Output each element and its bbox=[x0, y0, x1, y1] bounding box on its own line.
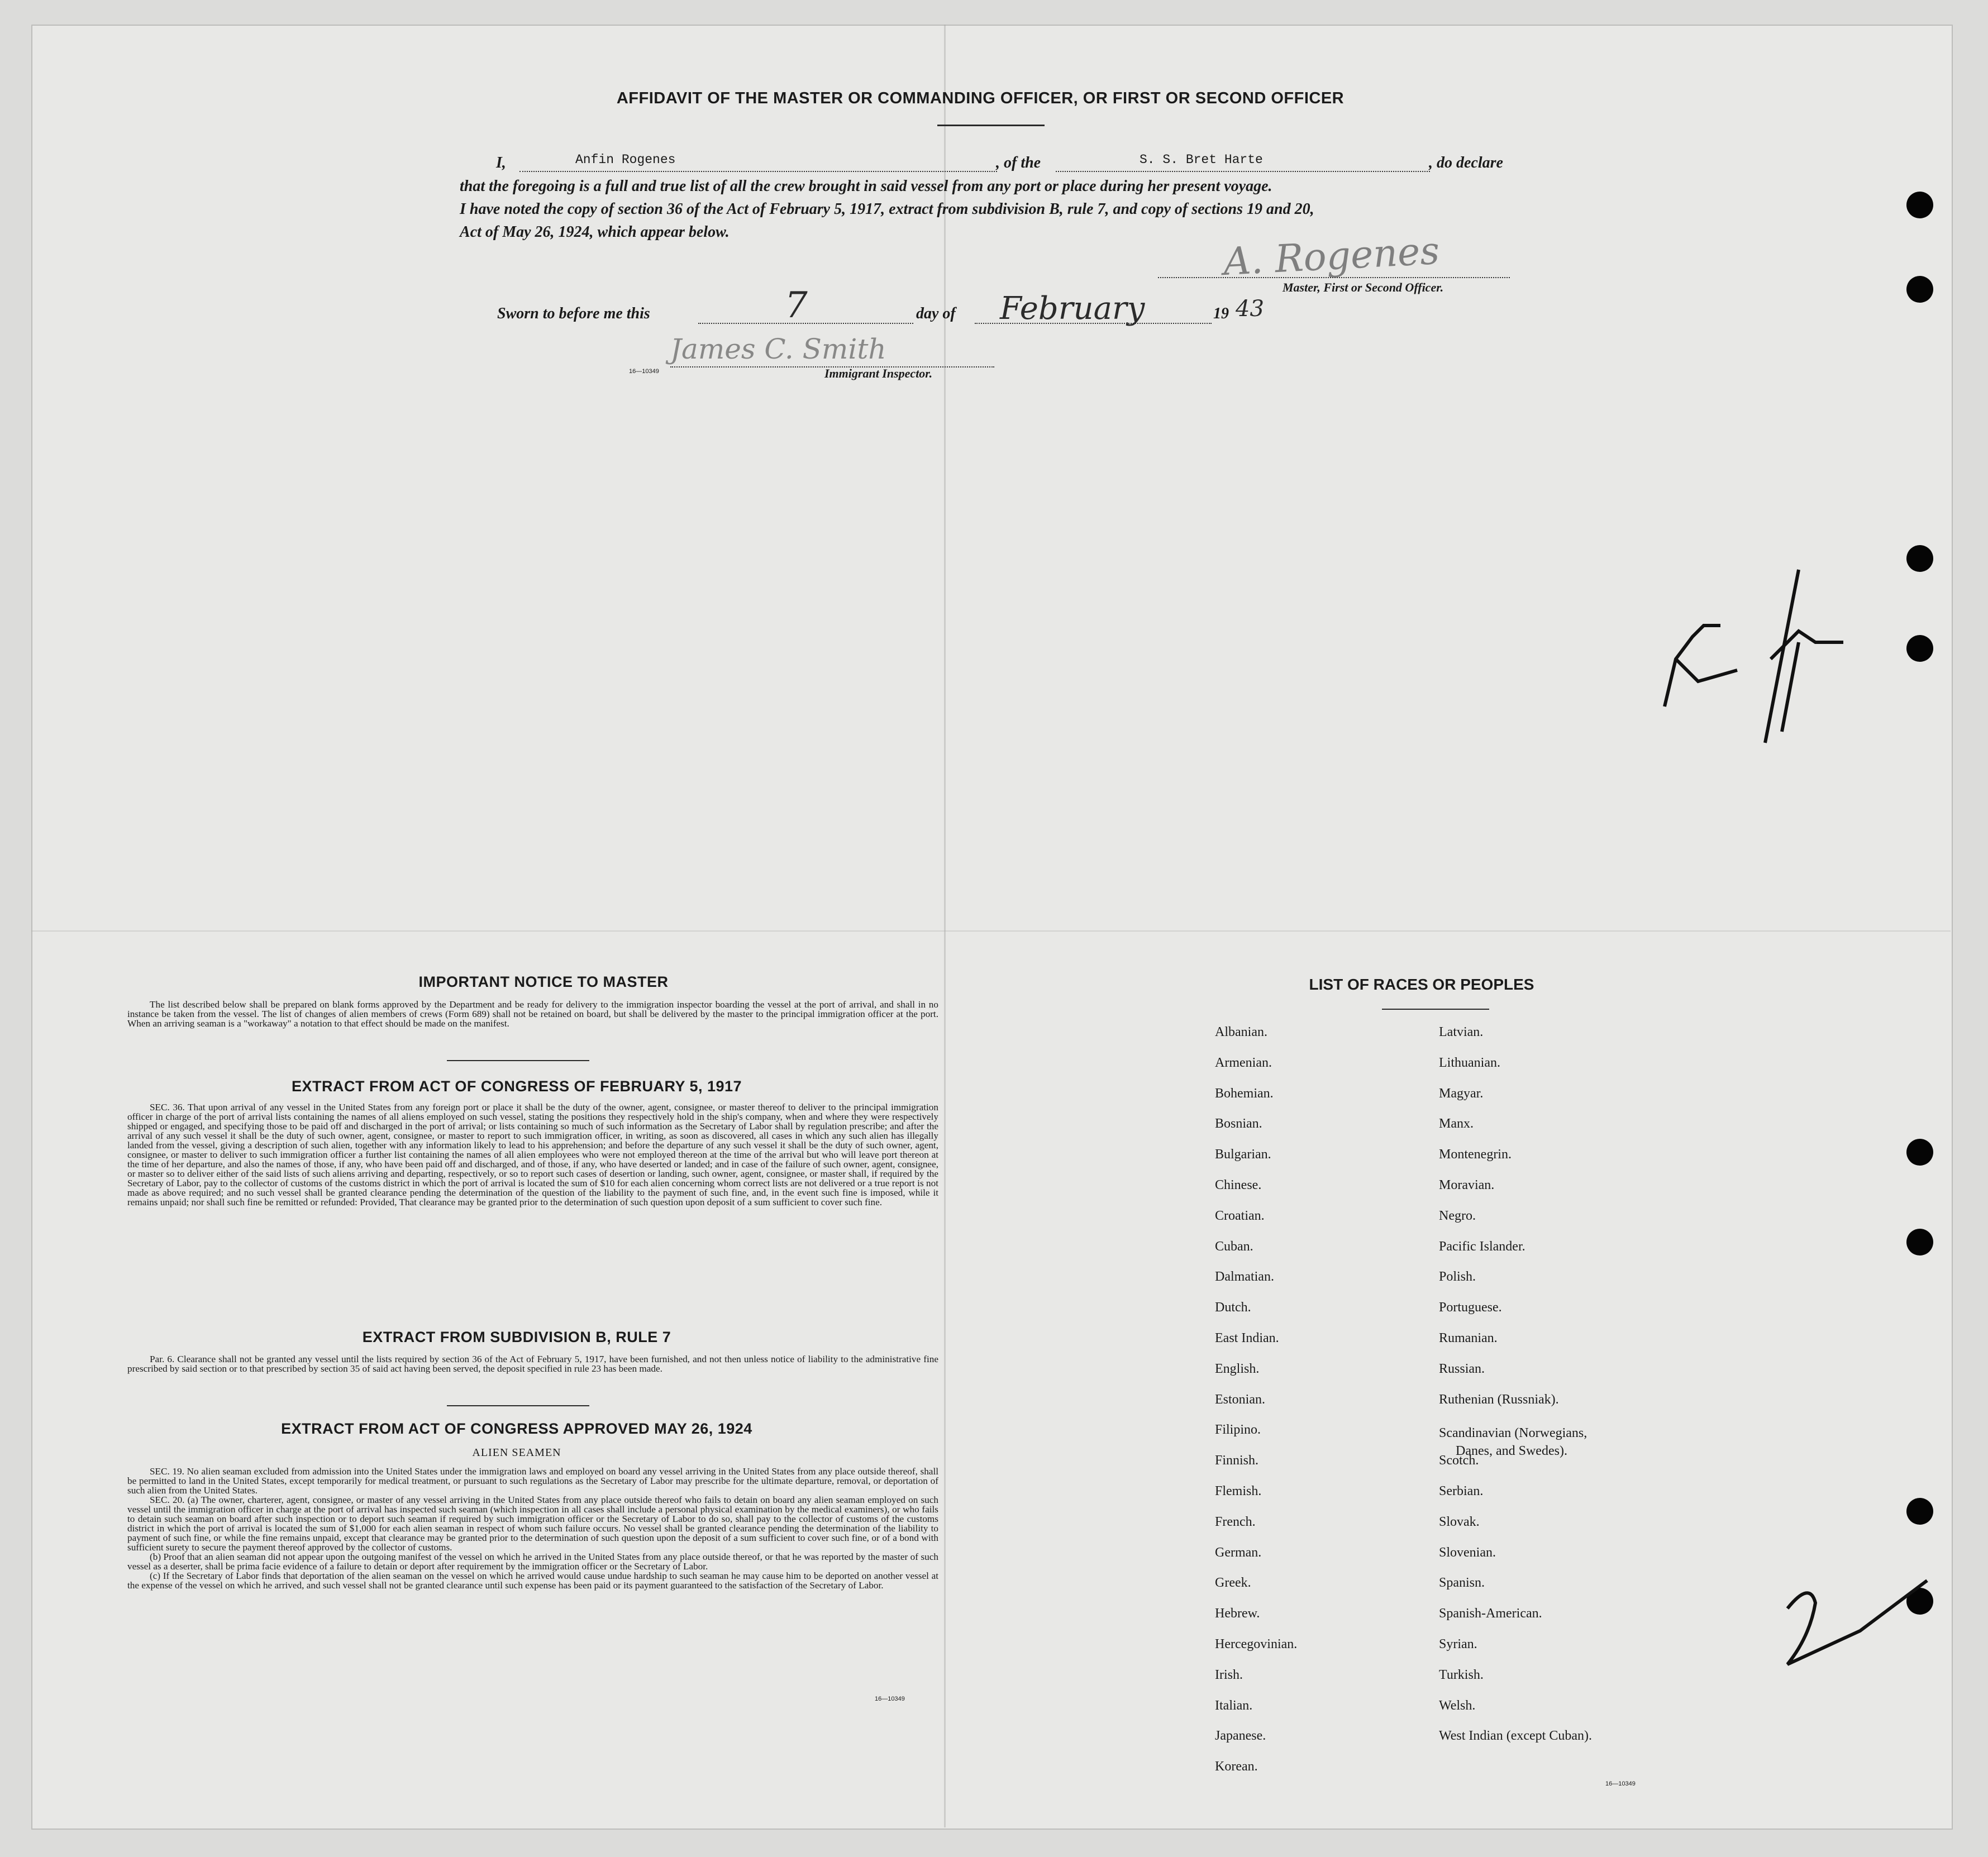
handwritten-mark-bottom bbox=[1776, 1569, 1933, 1670]
notice-body: The list described below shall be prepared on blank forms approved by the Department and be ready for delivery to the immigration inspector boarding the vessel at the port of arrival, and shall in no instance be taken from the vessel. The list of changes of alien members of crews (Form 689) shall not be retained on board, but shall be delivered by the master to the principal immigration officer at the port. When an arriving seaman is a "workaway" a notation to that effect should be made on the manifest. bbox=[127, 999, 938, 1029]
race-item: Croatian. bbox=[1215, 1208, 1265, 1223]
extract-rule7-body: Par. 6. Clearance shall not be granted any vessel until the lists required by section 36 of the Act of February 5, 1917, have been furnished, and not then unless notice of liability to the administrative fine prescribed by said section or to that prescribed by section 35 of said act having been served, the deposit specified in rule 23 has been made. bbox=[127, 1354, 938, 1374]
race-item: Bulgarian. bbox=[1215, 1147, 1271, 1162]
extract-1924-title: EXTRACT FROM ACT OF CONGRESS APPROVED MAY 26, 1924 bbox=[281, 1420, 752, 1437]
form-number-affidavit: 16—10349 bbox=[629, 368, 659, 375]
affidavit-body-line-1: that the foregoing is a full and true list of all the crew brought in said vessel from any port or place during her present voyage. bbox=[460, 178, 1272, 195]
race-item: Hebrew. bbox=[1215, 1606, 1260, 1621]
form-number-races: 16—10349 bbox=[1605, 1780, 1636, 1787]
race-item: Montenegrin. bbox=[1439, 1147, 1512, 1162]
race-item: Dalmatian. bbox=[1215, 1269, 1274, 1285]
race-item: Cuban. bbox=[1215, 1239, 1253, 1254]
race-item: Ruthenian (Russniak). bbox=[1439, 1392, 1559, 1407]
extract-1924-sec19: SEC. 19. No alien seaman excluded from admission into the United States under the immigration laws and employed on board any vessel arriving in the United States from any place outside thereof, shall be permitted to land in the United States, except temporarily for medical treatment, or pursuant to such regulations as the Secretary of Labor may prescribe for the ultimate departure, removal, or deportation of such alien from the United States. bbox=[127, 1466, 938, 1496]
race-item: Polish. bbox=[1439, 1269, 1476, 1285]
extract-1924-sec20a: SEC. 20. (a) The owner, charterer, agent, consignee, or master of any vessel arriving in the United States from any place outside thereof who fails to detain on board any alien seaman employed on such vessel until the immigration officer in charge at the port of arrival has inspected such seaman (which inspection in all cases shall include a personal physical examination by the medical examiners), or who fails to detain such seaman on board after such inspection or to deport such seaman if required by such immigration officer or the Secretary of Labor to do so, shall pay to the collector of customs of the customs district in which the port of arrival is located the sum of $1,000 for each alien seaman in respect of whom such failure occurs. No vessel shall be granted clearance pending the determination of the liability to payment of such fine, or while the fine remains unpaid, except that clearance may be granted prior to the determination of such question upon the deposit of a sum sufficient to cover such fine, or of a bond with sufficient surety to secure the payment thereof approved by the collector of customs. bbox=[127, 1495, 938, 1553]
notice-title: IMPORTANT NOTICE TO MASTER bbox=[418, 973, 669, 990]
declarant-name-line bbox=[519, 171, 997, 172]
form-number-extract: 16—10349 bbox=[875, 1696, 905, 1702]
extract-1924-sec20b: (b) Proof that an alien seaman did not appear upon the outgoing manifest of the vessel on which he arrived in the United States from any place outside thereof, or that he was reported by the master of such vessel as a deserter, shall be prima facie evidence of a failure to detain or deport after requirement by the immigration officer or the Secretary of Labor. bbox=[127, 1552, 938, 1572]
race-item: Russian. bbox=[1439, 1361, 1485, 1376]
affidavit-body-line-3: Act of May 26, 1924, which appear below. bbox=[460, 223, 730, 241]
race-item: Syrian. bbox=[1439, 1637, 1477, 1651]
title-rule bbox=[937, 125, 1045, 126]
race-item: Slovak. bbox=[1439, 1514, 1480, 1529]
race-item: Irish. bbox=[1215, 1667, 1243, 1682]
race-item: Bosnian. bbox=[1215, 1116, 1262, 1132]
punch-hole bbox=[1906, 276, 1933, 303]
race-item: Manx. bbox=[1439, 1116, 1474, 1132]
race-item: French. bbox=[1215, 1514, 1256, 1529]
inspector-caption: Immigrant Inspector. bbox=[824, 366, 933, 380]
day-of-label: day of bbox=[916, 305, 956, 322]
notice-body-block bbox=[127, 1000, 938, 1028]
inspector-signature: James C. Smith bbox=[670, 333, 886, 365]
race-item: Scotch. bbox=[1439, 1453, 1479, 1468]
race-item: Spanish-American. bbox=[1439, 1606, 1542, 1621]
vessel-name-line bbox=[1056, 171, 1430, 172]
race-item: Armenian. bbox=[1215, 1055, 1272, 1070]
race-item: Lithuanian. bbox=[1439, 1055, 1500, 1070]
officer-signature: A. Rogenes bbox=[1222, 228, 1441, 285]
race-item: Magyar. bbox=[1439, 1086, 1484, 1101]
race-item: Greek. bbox=[1215, 1576, 1251, 1591]
extract-1924-sec20c: (c) If the Secretary of Labor finds that deportation of the alien seaman on the vessel on which he arrived would cause undue hardship to such seaman he may cause him to be deported on another vessel at the expense of the vessel on which he arrived, and such vessel shall not be granted clearance until such expense has been paid or its payment guaranteed to the satisfaction of the Secretary of Labor. bbox=[127, 1570, 938, 1591]
race-item: Japanese. bbox=[1215, 1729, 1266, 1744]
race-item: Chinese. bbox=[1215, 1178, 1262, 1192]
race-item: Turkish. bbox=[1439, 1667, 1484, 1682]
races-title: LIST OF RACES OR PEOPLES bbox=[1309, 976, 1534, 993]
of-the-label: , of the bbox=[996, 154, 1041, 171]
extract-1924-body-block bbox=[127, 1467, 938, 1590]
year-suffix: 43 bbox=[1236, 296, 1264, 322]
handwritten-mark-top bbox=[1659, 558, 1860, 765]
punch-hole bbox=[1906, 1139, 1933, 1166]
race-item: Danes, and Swedes). bbox=[1456, 1444, 1567, 1459]
race-item: Serbian. bbox=[1439, 1484, 1484, 1498]
race-item: English. bbox=[1215, 1361, 1260, 1376]
vertical-fold-crease bbox=[944, 25, 946, 1827]
race-item: Bohemian. bbox=[1215, 1086, 1274, 1101]
race-item: Slovenian. bbox=[1439, 1545, 1496, 1560]
extract-rule7-title: EXTRACT FROM SUBDIVISION B, RULE 7 bbox=[362, 1329, 671, 1345]
race-item: Pacific Islander. bbox=[1439, 1239, 1525, 1254]
race-item: Albanian. bbox=[1215, 1025, 1267, 1039]
race-item: West Indian (except Cuban). bbox=[1439, 1729, 1592, 1744]
extract-1917-body: SEC. 36. That upon arrival of any vessel in the United States from any foreign port or place it shall be the duty of the owner, agent, consignee, or master thereof to deliver to the principal immigration officer in charge of the port of arrival lists containing the names of all aliens employed on such vessel, stating the positions they respectively hold in the ship's company, when and where they were respectively shipped or engaged, and specifying those to be paid off and discharged in the port of arrival; or lists containing so much of such information as the Secretary of Labor shall by regulation prescribe; and after the arrival of any such vessel it shall be the duty of such owner, agent, consignee, or master to report to such immigration officer, in writing, as soon as discovered, all cases in which any such alien has illegally landed from the vessel, giving a description of such alien, together with any information likely to lead to his apprehension; and before the departure of any such vessel it shall be the duty of such owner, agent, consignee, or master to deliver to such immigration officer a further list containing the names of all alien employees who were not employed thereon at the time of the arrival but who will leave port thereon at the time of her departure, and also the names of those, if any, who have been paid off and discharged, and of those, if any, who have deserted or landed; and in case of the failure of such owner, agent, consignee, or master so to deliver either of the said lists of such aliens arriving and departing, respectively, or so to report such cases of desertion or landing, such owner, agent, consignee, or master shall, if required by the Secretary of Labor, pay to the collector of customs of the customs district in which the port of arrival is located the sum of $10 for each alien concerning whom correct lists are not delivered or a true report is not made as above required; and no such vessel shall be granted clearance pending the determination of the question of the liability to the payment of such fine, and, in the event such fine is imposed, while it remains unpaid; nor shall such fine be remitted or refunded: Provided, That clearance may be granted prior to the determination of such question upon deposit of a sum sufficient to cover such fine. bbox=[127, 1102, 938, 1207]
declarant-name: Anfin Rogenes bbox=[575, 152, 676, 167]
divider bbox=[447, 1405, 589, 1406]
sworn-prefix: Sworn to before me this bbox=[497, 305, 650, 322]
race-item: Negro. bbox=[1439, 1208, 1476, 1223]
extract-1917-body-block bbox=[127, 1102, 938, 1207]
divider bbox=[447, 1060, 589, 1061]
race-item: Dutch. bbox=[1215, 1300, 1251, 1315]
race-item: Korean. bbox=[1215, 1759, 1258, 1774]
race-item: Latvian. bbox=[1439, 1025, 1484, 1039]
do-declare-label: , do declare bbox=[1429, 154, 1503, 171]
race-item: Rumanian. bbox=[1439, 1331, 1498, 1345]
punch-hole bbox=[1906, 635, 1933, 662]
race-item: Filipino. bbox=[1215, 1422, 1261, 1438]
horizontal-fold-crease bbox=[31, 930, 1951, 932]
punch-hole bbox=[1906, 1498, 1933, 1525]
race-item: Flemish. bbox=[1215, 1484, 1262, 1498]
punch-hole bbox=[1906, 545, 1933, 572]
race-item: Moravian. bbox=[1439, 1178, 1495, 1192]
race-item: Spanisn. bbox=[1439, 1576, 1485, 1591]
races-title-rule bbox=[1382, 1009, 1489, 1010]
race-item: Hercegovinian. bbox=[1215, 1637, 1298, 1651]
race-item: German. bbox=[1215, 1545, 1262, 1560]
officer-caption: Master, First or Second Officer. bbox=[1283, 280, 1444, 294]
race-item: East Indian. bbox=[1215, 1331, 1279, 1345]
sworn-day: 7 bbox=[785, 285, 808, 326]
extract-1924-subtitle: ALIEN SEAMEN bbox=[472, 1447, 561, 1459]
year-prefix: 19 bbox=[1213, 305, 1229, 322]
punch-hole bbox=[1906, 1229, 1933, 1255]
race-item: Finnish. bbox=[1215, 1453, 1259, 1468]
punch-hole bbox=[1906, 192, 1933, 218]
race-item: Scandinavian (Norwegians, bbox=[1439, 1426, 1587, 1441]
vessel-name: S. S. Bret Harte bbox=[1140, 152, 1263, 167]
race-item: Italian. bbox=[1215, 1698, 1253, 1713]
declarant-prefix: I, bbox=[496, 154, 506, 171]
race-item: Welsh. bbox=[1439, 1698, 1476, 1713]
affidavit-title: AFFIDAVIT OF THE MASTER OR COMMANDING OFFICER, OR FIRST OR SECOND OFFICER bbox=[616, 89, 1345, 107]
race-item: Portuguese. bbox=[1439, 1300, 1502, 1315]
extract-1917-title: EXTRACT FROM ACT OF CONGRESS OF FEBRUARY 5, 1917 bbox=[291, 1078, 742, 1095]
affidavit-body-line-2: I have noted the copy of section 36 of the Act of February 5, 1917, extract from subdivision B, rule 7, and copy of sections 19 and 20, bbox=[460, 201, 1314, 218]
race-item: Estonian. bbox=[1215, 1392, 1265, 1407]
sworn-month: February bbox=[1000, 290, 1145, 327]
extract-rule7-body-block bbox=[127, 1354, 938, 1373]
